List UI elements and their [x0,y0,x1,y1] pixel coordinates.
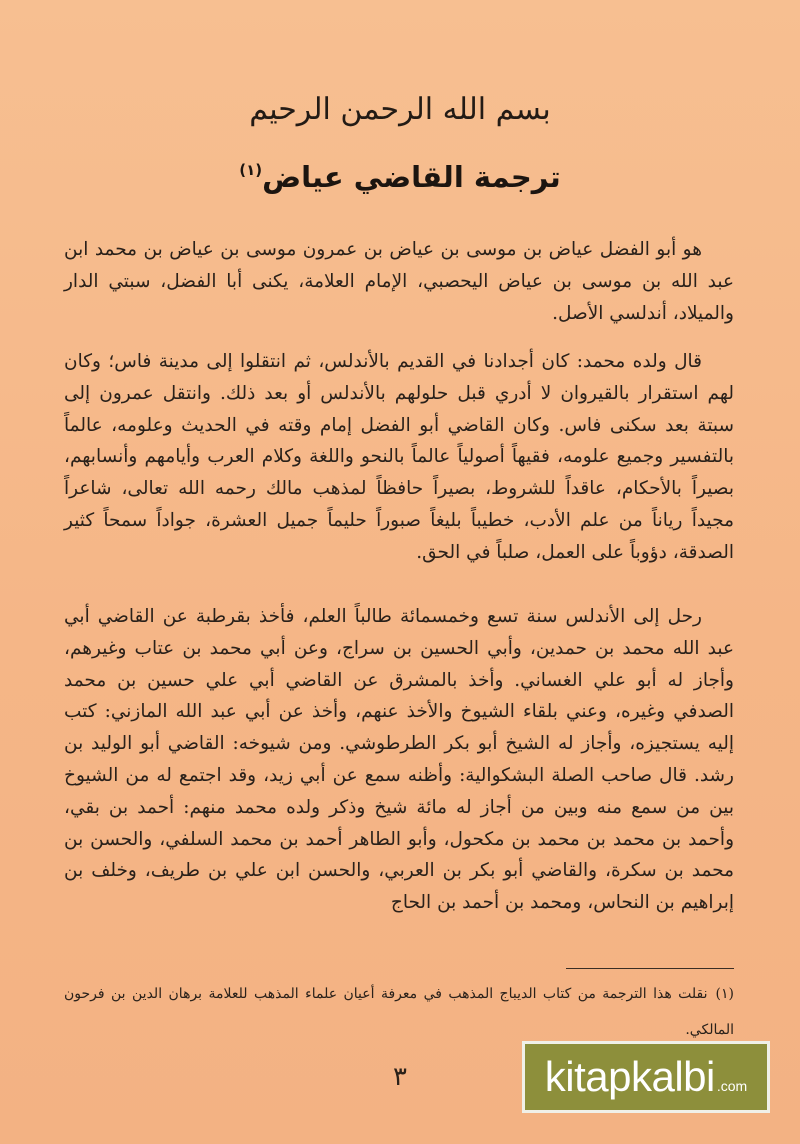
footnote-text: نقلت هذا الترجمة من كتاب الديباج المذهب في معرفة أعيان علماء المذهب للعلامة برهان الدين بن فرحون المالكي. [64,986,734,1038]
title-text: ترجمة القاضي عياض [262,160,561,194]
watermark-text [545,1053,747,1101]
page-title [150,160,650,194]
watermark-logo [522,1041,770,1113]
footnote-marker: (١) [715,986,734,1002]
footnote-divider [566,968,734,969]
title-footnote-ref: (١) [239,161,263,179]
paragraph-2: قال ولده محمد: كان أجدادنا في القديم بالأندلس، ثم انتقلوا إلى مدينة فاس؛ وكان لهم استقرار بالقيروان لا أدري قبل حلولهم بالأندلس أو بعد ذلك. وانتقل عمرون إلى سبتة بعد سكنى فاس. وكان القاضي أبو الفضل إمام وقته في الحديث وعلومه، عالماً بالتفسير وجميع علومه، فقيهاً أصولياً عالماً بالنحو واللغة وكلام العرب وأيامهم وأنسابهم، بصيراً بالأحكام، عاقداً للشروط، بصيراً حافظاً لمذهب مالك رحمه الله تعالى، شاعراً مجيداً رياناً من علم الأدب، خطيباً بليغاً صبوراً حليماً جميل العشرة، جواداً سمحاً كثير الصدقة، دؤوباً على العمل، صلباً في الحق. [64,351,734,563]
watermark-suffix: .com [716,1078,748,1094]
footnote [64,976,734,1048]
basmala-heading: بسم الله الرحمن الرحيم [249,92,551,127]
page-number: ٣ [393,1062,407,1092]
paragraph-3: رحل إلى الأندلس سنة تسع وخمسمائة طالباً العلم، فأخذ بقرطبة عن القاضي أبي عبد الله محمد بن حمدين، وأبي الحسين بن سراج، وعن أبي محمد بن عتاب وغيرهم، وأجاز له أبو علي الغساني. وأخذ بالمشرق عن القاضي أبي علي حسين بن محمد الصدفي وغيره، وعني بلقاء الشيوخ والأخذ عنهم، وأخذ عن أبي عبد الله المازني: كتب إليه يستجيزه، وأجاز له الشيخ أبو بكر الطرطوشي. ومن شيوخه: القاضي أبو الوليد بن رشد. قال صاحب الصلة البشكوالية: وأظنه سمع عن أبي زيد، وقد اجتمع له من الشيوخ بين من سمع منه وبين من أجاز له مائة شيخ وذكر ولده محمد منهم: أحمد بن بقي، وأحمد بن محمد بن محمد بن مكحول، وأبو الطاهر أحمد بن محمد السلفي، والحسن بن محمد بن سكرة، والقاضي أبو بكر بن العربي، والحسن ابن علي بن طريف، وخلف بن إبراهيم بن النحاس، ومحمد بن أحمد بن الحاج [64,606,734,914]
paragraph-1: هو أبو الفضل عياض بن موسى بن عياض بن عمرون موسى بن عياض بن محمد ابن عبد الله بن موسى بن عياض اليحصبي، الإمام العلامة، يكنى أبا الفضل، سبتي الدار والميلاد، أندلسي الأصل. [64,239,734,324]
watermark-brand: kitapkalbi [544,1053,715,1100]
